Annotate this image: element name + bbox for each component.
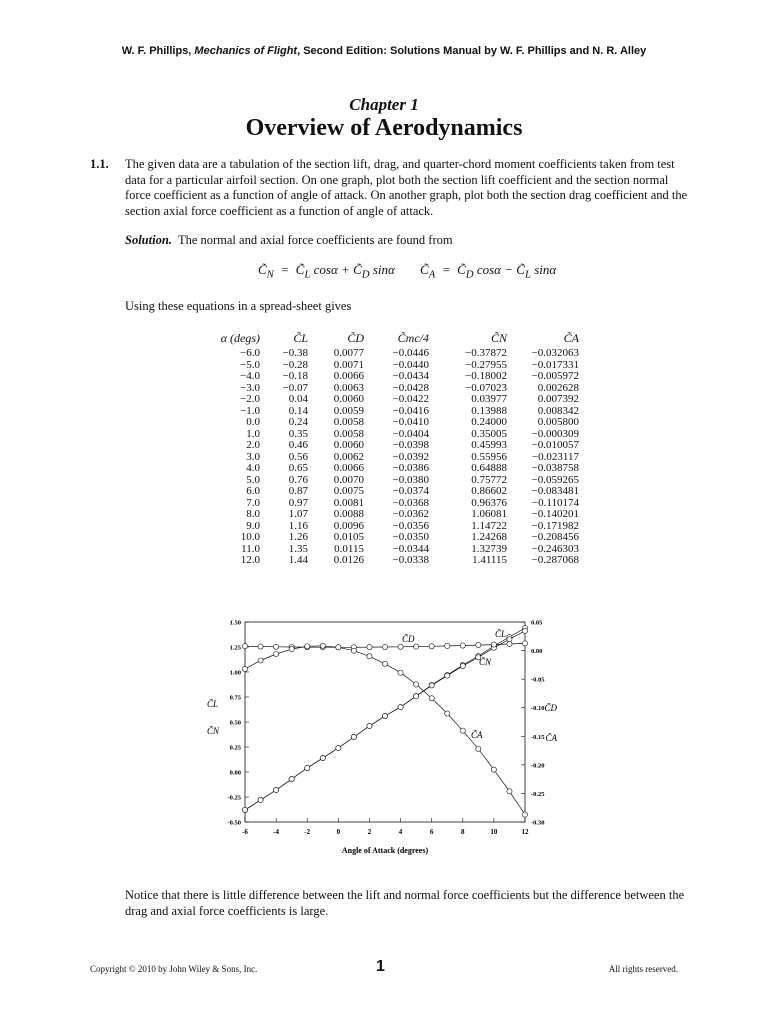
solution-text: The normal and axial force coefficients are found from — [177, 233, 453, 247]
table-row — [205, 406, 579, 418]
table-cell: 0.0058 — [333, 427, 364, 440]
table-cell: 0.0081 — [333, 496, 364, 509]
table-cell: −0.059265 — [531, 473, 579, 486]
x-tick-label: -6 — [242, 828, 248, 836]
table-cell: 0.0126 — [333, 554, 364, 566]
table-cell: 0.0063 — [333, 381, 364, 394]
data-point-cd — [414, 644, 419, 649]
table-cell: 0.0060 — [333, 439, 364, 451]
table-cell: 8.0 — [246, 508, 260, 520]
data-point-cn — [429, 683, 434, 688]
table-cell: −1.0 — [240, 404, 260, 417]
y-right-tick-label: -0.05 — [531, 676, 545, 684]
table-cell: 0.0071 — [333, 358, 364, 371]
table-cell: 1.0 — [246, 427, 260, 440]
spreadsheet-intro: Using these equations in a spread-sheet gives — [125, 299, 352, 313]
header-prefix: W. F. Phillips, — [121, 45, 195, 57]
x-tick-label: 12 — [521, 828, 529, 836]
table-row — [205, 417, 579, 429]
table-row — [205, 348, 579, 360]
table-cell: −0.017331 — [531, 358, 579, 371]
table-cell: 1.16 — [288, 519, 308, 532]
table-cell: 4.0 — [246, 462, 260, 474]
table-cell: 1.24268 — [471, 531, 507, 543]
table-cell: 2.0 — [246, 439, 260, 451]
data-point-ca — [476, 746, 481, 751]
y-left-tick-label: 1.50 — [229, 619, 241, 627]
data-point-cn — [351, 734, 356, 739]
table-cell: 1.35 — [288, 542, 308, 555]
data-point-cd — [445, 643, 450, 648]
y-right-tick-label: -0.10 — [531, 705, 545, 713]
right-axis-label-ca: C̃A — [545, 733, 557, 743]
coefficient-chart — [195, 612, 555, 862]
data-point-ca — [289, 646, 294, 651]
x-tick-label: 4 — [398, 828, 403, 836]
table-cell: 0.14 — [288, 404, 308, 417]
table-cell: −0.07023 — [465, 381, 507, 394]
table-cell: 0.0088 — [333, 508, 364, 520]
y-left-tick-label: 0.00 — [229, 769, 241, 777]
data-point-ca — [305, 644, 310, 649]
table-cell: 0.04 — [288, 393, 308, 405]
table-cell: 0.0077 — [333, 347, 364, 359]
table-cell: 0.24 — [288, 416, 308, 428]
table-cell: 1.06081 — [471, 508, 507, 520]
table-cell: 0.0058 — [333, 416, 364, 428]
data-point-ca — [507, 789, 512, 794]
table-cell: −0.18 — [282, 370, 308, 382]
table-cell: 0.35 — [288, 427, 308, 440]
chapter-title: Overview of Aerodynamics — [245, 115, 523, 141]
table-row — [205, 555, 579, 567]
table-cell: −2.0 — [240, 393, 260, 405]
table-cell: 0.97 — [288, 496, 308, 509]
problem-number: 1.1. — [90, 157, 109, 171]
data-point-cn — [274, 787, 279, 792]
table-cell: −0.287068 — [531, 554, 579, 566]
table-cell: −0.171982 — [531, 519, 579, 532]
header-suffix: , Second Edition: Solutions Manual by W. F. Phillips and N. R. Alley — [297, 45, 647, 57]
table-cell: −0.0362 — [392, 508, 429, 520]
x-tick-label: 2 — [367, 828, 372, 836]
table-cell: 0.56 — [288, 450, 308, 463]
table-cell: −0.37872 — [465, 347, 507, 359]
footer-copyright: Copyright © 2010 by John Wiley & Sons, Inc. — [90, 964, 258, 974]
table-cell: 5.0 — [246, 473, 260, 486]
table-cell: −0.0416 — [392, 404, 429, 417]
table-cell: 0.005800 — [537, 416, 579, 428]
table-cell: −0.0422 — [392, 393, 429, 405]
table-cell: 0.76 — [288, 473, 308, 486]
solution-line — [125, 233, 453, 248]
y-left-tick-label: 0.25 — [229, 744, 241, 752]
x-tick-label: -4 — [273, 828, 280, 836]
x-tick-label: -2 — [304, 828, 311, 836]
series-label-ca: C̃A — [471, 730, 483, 740]
data-point-ca — [491, 767, 496, 772]
table-cell: 0.0115 — [334, 542, 364, 555]
table-cell: −0.023117 — [531, 450, 579, 463]
table-cell: 9.0 — [246, 519, 260, 532]
col-cd: C̃D — [347, 331, 364, 346]
table-cell: −0.0392 — [392, 450, 429, 463]
table-cell: −0.0428 — [392, 381, 429, 394]
table-row — [205, 498, 579, 510]
data-point-cn — [522, 628, 527, 633]
y-left-tick-label: 0.50 — [229, 719, 241, 727]
table-cell: 0.96376 — [471, 496, 507, 509]
table-cell: −0.0410 — [392, 416, 429, 428]
data-point-ca — [336, 645, 341, 650]
table-cell: 1.44 — [288, 554, 308, 566]
table-cell: −0.0368 — [392, 496, 429, 509]
data-point-ca — [351, 648, 356, 653]
data-point-ca — [398, 670, 403, 675]
table-cell: −0.0344 — [392, 542, 429, 555]
data-point-cd — [382, 644, 387, 649]
data-point-cd — [476, 642, 481, 647]
data-point-cd — [242, 644, 247, 649]
table-cell: −0.0380 — [392, 473, 429, 486]
table-cell: −0.18002 — [465, 370, 507, 382]
table-cell: 0.46 — [288, 439, 308, 451]
table-cell: 1.32739 — [471, 542, 507, 555]
table-row — [205, 440, 579, 452]
left-axis-label-cn: C̃N — [207, 726, 220, 736]
data-point-cd — [460, 643, 465, 648]
table-row — [205, 383, 579, 395]
data-point-cd — [274, 644, 279, 649]
header-book-title: Mechanics of Flight — [194, 45, 298, 57]
table-cell: −0.208456 — [531, 531, 579, 543]
y-right-tick-label: 0.00 — [531, 648, 543, 656]
data-point-ca — [382, 661, 387, 666]
table-row — [205, 521, 579, 533]
table-cell: 0.24000 — [471, 416, 507, 428]
table-cell: −0.0446 — [392, 347, 429, 359]
col-ca: C̃A — [563, 331, 579, 346]
data-point-cn — [507, 637, 512, 642]
y-right-tick-label: -0.20 — [531, 762, 545, 770]
table-cell: 0.13988 — [471, 404, 507, 417]
left-axis-label-cl: C̃L — [207, 699, 219, 709]
table-cell: −0.0398 — [392, 439, 429, 451]
data-point-cd — [491, 642, 496, 647]
table-row — [205, 360, 579, 372]
coefficient-table — [205, 330, 579, 567]
table-cell: −0.28 — [282, 358, 308, 371]
data-point-cn — [367, 723, 372, 728]
plot-frame — [245, 622, 525, 822]
table-cell: 0.65 — [288, 462, 308, 474]
x-tick-label: 8 — [461, 828, 465, 836]
table-cell: −0.140201 — [531, 508, 579, 520]
data-point-ca — [274, 651, 279, 656]
data-point-cd — [507, 641, 512, 646]
table-cell: 3.0 — [246, 450, 260, 463]
table-cell: −0.032063 — [531, 347, 579, 359]
series-label-cd: C̃D — [402, 634, 415, 644]
data-point-ca — [414, 682, 419, 687]
data-point-ca — [522, 812, 527, 817]
table-cell: 7.0 — [246, 496, 260, 509]
table-row — [205, 394, 579, 406]
data-point-ca — [258, 658, 263, 663]
table-cell: −0.0404 — [392, 427, 429, 440]
table-cell: −0.005972 — [531, 370, 579, 382]
table-row — [205, 429, 579, 441]
conclusion-note: Notice that there is little difference between the lift and normal force coefficients but the difference between the drag and axial force coefficients is large. — [125, 888, 685, 918]
equation-normal: $C̃_N$ = $C̃_L$ $\cos\alpha + C̃_D$ sinα — [258, 262, 395, 281]
data-point-cn — [445, 673, 450, 678]
data-point-ca — [242, 666, 247, 671]
table-cell: −0.110174 — [531, 496, 579, 509]
table-cell: −3.0 — [240, 381, 260, 394]
x-axis-label: Angle of Attack (degrees) — [341, 846, 429, 855]
data-point-cn — [305, 765, 310, 770]
table-cell: 0.86602 — [471, 485, 507, 497]
y-left-tick-label: 0.75 — [229, 694, 241, 702]
table-cell: −0.38 — [282, 347, 308, 359]
table-cell: −0.07 — [282, 381, 308, 394]
data-point-ca — [460, 728, 465, 733]
table-cell: −5.0 — [240, 358, 260, 371]
table-row — [205, 452, 579, 464]
x-tick-label: 10 — [490, 828, 498, 836]
table-row — [205, 509, 579, 521]
table-cell: 12.0 — [240, 554, 260, 566]
table-cell: −0.000309 — [531, 427, 579, 440]
table-cell: 0.0096 — [333, 519, 364, 532]
data-point-cn — [382, 713, 387, 718]
x-tick-label: 6 — [429, 828, 434, 836]
data-point-cd — [367, 645, 372, 650]
table-cell: 0.0062 — [333, 450, 364, 463]
table-cell: 0.64888 — [471, 462, 507, 474]
table-cell: 0.87 — [288, 485, 308, 497]
data-point-cd — [258, 644, 263, 649]
data-point-cd — [522, 641, 527, 646]
table-cell: 0.45993 — [471, 439, 507, 451]
table-cell: −6.0 — [240, 347, 260, 359]
data-point-cn — [242, 807, 247, 812]
y-left-tick-label: 1.25 — [229, 644, 241, 652]
data-point-ca — [445, 711, 450, 716]
table-cell: 0.03977 — [471, 393, 507, 405]
table-header-row — [205, 330, 579, 348]
equation-axial: $C̃_A$ = $C̃_D$ $\cos\alpha - C̃_L$ sinα — [420, 262, 557, 281]
solution-label: Solution. — [125, 233, 172, 247]
table-cell: −0.0338 — [392, 554, 429, 566]
table-cell: −0.083481 — [531, 485, 579, 497]
running-header — [0, 45, 768, 57]
data-point-cn — [460, 663, 465, 668]
data-point-ca — [367, 654, 372, 659]
table-cell: 1.07 — [288, 508, 308, 520]
table-cell: −0.27955 — [465, 358, 507, 371]
table-row — [205, 463, 579, 475]
table-row — [205, 544, 579, 556]
problem-text: The given data are a tabulation of the section lift, drag, and quarter-chord moment coefficients taken from test data for a particular airfoil section. On one graph, plot both the section lift coefficient and the section normal force coefficient as a function of angle of attack. On another graph, plot both the section drag coefficient and the section axial force coefficient as a function of angle of attack. — [125, 157, 688, 218]
x-tick-label: 0 — [336, 828, 341, 836]
table-cell: 0.0105 — [333, 531, 364, 543]
data-point-ca — [429, 696, 434, 701]
table-cell: 11.0 — [241, 542, 260, 555]
y-left-tick-label: -0.50 — [227, 819, 241, 827]
y-left-tick-label: 1.00 — [229, 669, 241, 677]
series-line-ca — [245, 646, 525, 815]
table-cell: 0.0066 — [333, 462, 364, 474]
table-cell: 1.41115 — [472, 554, 507, 566]
data-point-cn — [258, 797, 263, 802]
table-cell: −4.0 — [240, 370, 260, 382]
footer-rights: All rights reserved. — [608, 964, 678, 974]
table-cell: 6.0 — [246, 485, 260, 497]
table-cell: −0.0386 — [392, 462, 429, 474]
table-cell: −0.246303 — [531, 542, 579, 555]
data-point-cn — [320, 755, 325, 760]
data-point-ca — [320, 643, 325, 648]
chapter-label: Chapter 1 — [349, 95, 419, 114]
table-cell: 0.0060 — [333, 393, 364, 405]
table-cell: 0.008342 — [537, 404, 579, 417]
table-cell: 0.0 — [246, 416, 260, 428]
series-label-cl: C̃L — [495, 629, 507, 639]
data-point-cn — [398, 705, 403, 710]
table-cell: −0.038758 — [531, 462, 579, 474]
right-axis-label-cd: C̃D — [544, 703, 557, 713]
table-cell: 0.55956 — [471, 450, 507, 463]
table-cell: 10.0 — [240, 531, 260, 543]
table-row — [205, 371, 579, 383]
data-point-cn — [336, 745, 341, 750]
table-row — [205, 486, 579, 498]
table-cell: 1.26 — [288, 531, 308, 543]
y-right-tick-label: -0.25 — [531, 790, 545, 798]
y-right-tick-label: -0.15 — [531, 733, 545, 741]
table-cell: 0.0059 — [333, 404, 364, 417]
table-row — [205, 532, 579, 544]
table-cell: 0.007392 — [537, 393, 579, 405]
table-cell: −0.010057 — [531, 439, 579, 451]
table-cell: 1.14722 — [471, 519, 507, 532]
col-cn: C̃N — [490, 331, 507, 346]
table-cell: −0.0350 — [392, 531, 429, 543]
table-cell: 0.35005 — [471, 427, 507, 440]
table-cell: −0.0434 — [392, 370, 429, 382]
col-cl: C̃L — [293, 331, 308, 346]
page-number: 1 — [376, 958, 385, 975]
data-point-cn — [289, 776, 294, 781]
y-left-tick-label: -0.25 — [227, 794, 241, 802]
table-cell: 0.0070 — [333, 473, 364, 486]
table-cell: 0.0075 — [333, 485, 364, 497]
table-cell: 0.75772 — [471, 473, 507, 486]
y-right-tick-label: -0.30 — [531, 819, 545, 827]
table-cell: −0.0440 — [392, 358, 429, 371]
series-label-cn: C̃N — [479, 657, 492, 667]
table-cell: 0.002628 — [537, 381, 579, 394]
table-cell: −0.0374 — [392, 485, 429, 497]
table-cell: 0.0066 — [333, 370, 364, 382]
data-point-cd — [429, 644, 434, 649]
col-alpha: α (degs) — [220, 331, 260, 346]
col-cm: C̃mc/4 — [397, 331, 429, 346]
data-point-cn — [414, 694, 419, 699]
data-point-cd — [398, 644, 403, 649]
y-right-tick-label: 0.05 — [531, 619, 543, 627]
table-cell: −0.0356 — [392, 519, 429, 532]
table-row — [205, 475, 579, 487]
